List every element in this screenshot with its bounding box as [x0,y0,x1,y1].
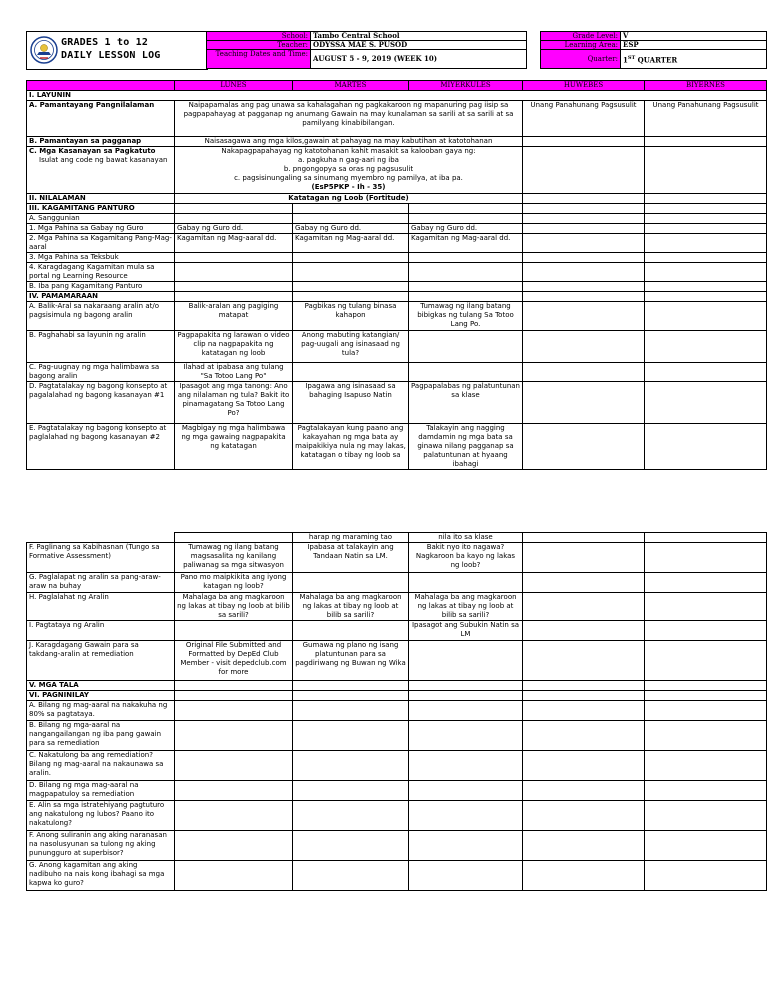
quarter-label: Quarter: [541,50,621,69]
section-kagamitan: III. KAGAMITANG PANTURO [27,204,175,214]
school-label: School: [207,32,311,41]
row-label-paglalahat: H. Paglalahat ng Aralin [27,593,175,621]
row-label-kagamitang-mag-aaral: 2. Mga Pahina sa Kagamitang Pang-Mag-aaral [27,234,175,253]
form-subtitle: DAILY LESSON LOG [61,50,161,61]
kasanayan-text: Nakapagpapahayag ng katotohanan kahit masakit sa kalooban gaya ng: a. pagkuha n gag-aari ng iba b. pngongopya sa oras ng pagsusulit c. pagsisinungaling sa sinumang myembro ng pamilya, at iba pa. (EsP5PKP - Ih - 35) [175,147,523,194]
paglinang-lunes: Tumawag ng ilang batang magsasalita ng kanilang paliwanag sa mga sitwasyon [175,543,293,573]
dates-value: AUGUST 5 - 9, 2019 (WEEK 10) [311,50,527,69]
paglalapat-lunes: Pano mo maipkikita ang iyong katagan ng loob? [175,573,293,593]
kagamitan-miyerkules: Kagamitan ng Mag-aaral dd. [409,234,523,253]
section-mga-tala: V. MGA TALA [27,681,175,691]
school-value: Tambo Central School [311,32,527,41]
pagtatalakay-1-martes: Ipagawa ang isinasaad sa bahaging Isapuso Natin [293,382,409,424]
grade-value: V [621,32,767,41]
row-label-pagtatalakay-1: D. Pagtatalakay ng bagong konsepto at pagalalahad ng bagong kasanayan #1 [27,382,175,424]
row-label-paglinang: F. Paglinang sa Kabihasnan (Tungo sa Formative Assessment) [27,543,175,573]
area-value: ESP [621,41,767,50]
pagtatalakay-2-lunes: Magbigay ng mga halimbawa ng mga gawaing nagpapakita ng katatagan [175,424,293,470]
biyernes-test-cell: Unang Panahunang Pagsusulit [645,101,767,137]
row-label-gabay-guro: 1. Mga Pahina sa Gabay ng Guro [27,224,175,234]
row-label-pag-uugnay: C. Pag-uugnay ng mga halimbawa sa bagong aralin [27,363,175,382]
row-label-kasanayan: C. Mga Kasanayan sa Pagkatuto Isulat ang code ng bawat kasanayan [27,147,175,194]
row-label-nilay-a: A. Bilang ng mag-aaral na nakakuha ng 80% sa pagtataya. [27,701,175,721]
day-huwebes: HUWEBES [523,81,645,91]
section-pagninilay: VI. PAGNINILAY [27,691,175,701]
paglinang-miyerkules: Bakit nyo ito nagawa? Nagkaroon ba kayo ng lakas ng loob? [409,543,523,573]
section-nilalaman: II. NILALAMAN [27,194,175,204]
row-label-sanggunian: A. Sanggunian [27,214,175,224]
paghahabi-martes: Anong mabuting katangian/ pag-uugali ang isinasaad ng tula? [293,331,409,363]
continuation-miyerkules: nila ito sa klase [409,533,523,543]
lesson-table-page2 [26,532,766,891]
row-label-karagdagang-kagamitan: 4. Karagdagang Kagamitan mula sa portal ng Learning Resource [27,263,175,282]
day-martes: MARTES [293,81,409,91]
karagdagang-gawain-lunes: Original File Submitted and Formatted by DepEd Club Member - visit depedclub.com for more [175,641,293,681]
header-info-right [540,31,766,69]
nilalaman-text: Katatagan ng Loob (Fortitude) [175,194,523,204]
huwebes-test-cell: Unang Panahunang Pagsusulit [523,101,645,137]
row-label-teksbuk: 3. Mga Pahina sa Teksbuk [27,253,175,263]
pagtataya-miyerkules: Ipasagot ang Subukin Natin sa LM [409,621,523,641]
row-label-paghahabi: B. Paghahabi sa layunin ng aralin [27,331,175,363]
row-label-balik-aral: A. Balik-Aral sa nakaraang aralin at/o pagsisimula ng bagong aralin [27,302,175,331]
gabay-guro-lunes: Gabay ng Guro dd. [175,224,293,234]
dates-label: Teaching Dates and Time: [207,50,311,69]
pagtatalakay-1-miyerkules: Pagpapalabas ng palatuntunan sa klase [409,382,523,424]
header-info-left [206,31,526,69]
balik-aral-martes: Pagbikas ng tulang binasa kahapon [293,302,409,331]
gabay-guro-martes: Gabay ng Guro dd. [293,224,409,234]
deped-seal-icon [30,36,58,64]
pamantayang-pangnilalaman-text: Naipapamalas ang pag unawa sa kahalagahan ng pagkakaroon ng mapanuring pag iisip sa pagpapahayag at pagganap ng anumang Gawain na may kunalaman sa sarili at sa sarili at sa pamilyang kinabibilangan. [175,101,523,137]
row-label-nilay-e: E. Alin sa mga istratehiyang pagtuturo ang nakatulong ng lubos? Paano ito nakatulong? [27,801,175,831]
pagtatalakay-1-lunes: Ipasagot ang mga tanong: Ano ang nilalaman ng tula? Bakit ito pinamagatang Sa Totoo Lang Po? [175,382,293,424]
kagamitan-lunes: Kagamitan ng Mag-aaral dd. [175,234,293,253]
paghahabi-lunes: Pagpapakita ng larawan o video clip na nagpapakita ng katatagan ng loob [175,331,293,363]
paglinang-martes: Ipabasa at talakayin ang Tandaan Natin sa LM. [293,543,409,573]
paglalahat-miyerkules: Mahalaga ba ang magkaroon ng lakas at tibay ng loob at bilib sa sarili? [409,593,523,621]
section-layunin: I. LAYUNIN [27,91,767,101]
row-label-iba-pang-kagamitan: B. Iba pang Kagamitang Panturo [27,282,175,292]
section-pamamaraan: IV. PAMAMARAAN [27,292,175,302]
row-label-pamantayang-pangnilalaman: A. Pamantayang Pangnilalaman [27,101,175,137]
balik-aral-lunes: Balik-aralan ang pagiging matapat [175,302,293,331]
quarter-value: 1ST QUARTER [621,50,767,69]
pag-uugnay-lunes: Ilahad at ipabasa ang tulang "Sa Totoo Lang Po" [175,363,293,382]
lesson-table-page1 [26,80,766,470]
days-header-row [27,81,767,91]
row-label-pagtataya: I. Pagtataya ng Aralin [27,621,175,641]
gabay-guro-miyerkules: Gabay ng Guro dd. [409,224,523,234]
row-label-pagtatalakay-2: E. Pagtatalakay ng bagong konsepto at paglalahad ng bagong kasanayan #2 [27,424,175,470]
pagtatalakay-2-miyerkules: Talakayin ang nagging damdamin ng mga bata sa ginawa nilang pagganap sa palatuntunan at hyaang ibahagi [409,424,523,470]
area-label: Learning Area: [541,41,621,50]
day-miyerkules: MIYERKULES [409,81,523,91]
row-label-nilay-b: B. Bilang ng mga-aaral na nangangailangan ng iba pang gawain para sa remediation [27,721,175,751]
row-label-paglalapat: G. Paglalapat ng aralin sa pang-araw-araw na buhay [27,573,175,593]
form-title: GRADES 1 to 12 [61,37,149,48]
continuation-martes: harap ng maraming tao [293,533,409,543]
karagdagang-gawain-martes: Gumawa ng plano ng isang platuntunan para sa pagdiriwang ng Buwan ng Wika [293,641,409,681]
balik-aral-miyerkules: Tumawag ng ilang batang bibigkas ng tulang Sa Totoo Lang Po. [409,302,523,331]
row-label-karagdagang-gawain: J. Karagdagang Gawain para sa takdang-aralin at remediation [27,641,175,681]
row-label-nilay-c: C. Nakatulong ba ang remediation? Bilang ng mag-aaral na nakaunawa sa aralin. [27,751,175,781]
grade-label: Grade Level: [541,32,621,41]
teacher-label: Teacher: [207,41,311,50]
day-lunes: LUNES [175,81,293,91]
row-label-nilay-f: F. Anong suliranin ang aking naranasan na nasolusyunan sa tulong ng aking punungguro at superbisor? [27,831,175,861]
teacher-value: ODYSSA MAE S. PUSOD [311,41,527,50]
paglalahat-lunes: Mahalaga ba ang magkaroon ng lakas at tibay ng loob at bilib sa sarili? [175,593,293,621]
row-label-nilay-g: G. Anong kagamitan ang aking nadibuho na nais kong ibahagi sa mga kapwa ko guro? [27,861,175,891]
title-block [26,31,208,70]
pamantayan-pagganap-text: Naisasagawa ang mga kilos,gawain at pahayag na may kabutihan at katotohanan [175,137,523,147]
row-label-pamantayan-pagganap: B. Pamantayan sa pagganap [27,137,175,147]
row-label-nilay-d: D. Bilang ng mga mag-aaral na magpapatuloy sa remediation [27,781,175,801]
kagamitan-martes: Kagamitan ng Mag-aaral dd. [293,234,409,253]
day-biyernes: BIYERNES [645,81,767,91]
paglalahat-martes: Mahalaga ba ang magkaroon ng lakas at tibay ng loob at bilib sa sarili? [293,593,409,621]
pagtatalakay-2-martes: Pagtalakayan kung paano ang kakayahan ng mga bata ay maipakikiya nula ng may lakas, katatagan o tibay ng loob sa [293,424,409,470]
